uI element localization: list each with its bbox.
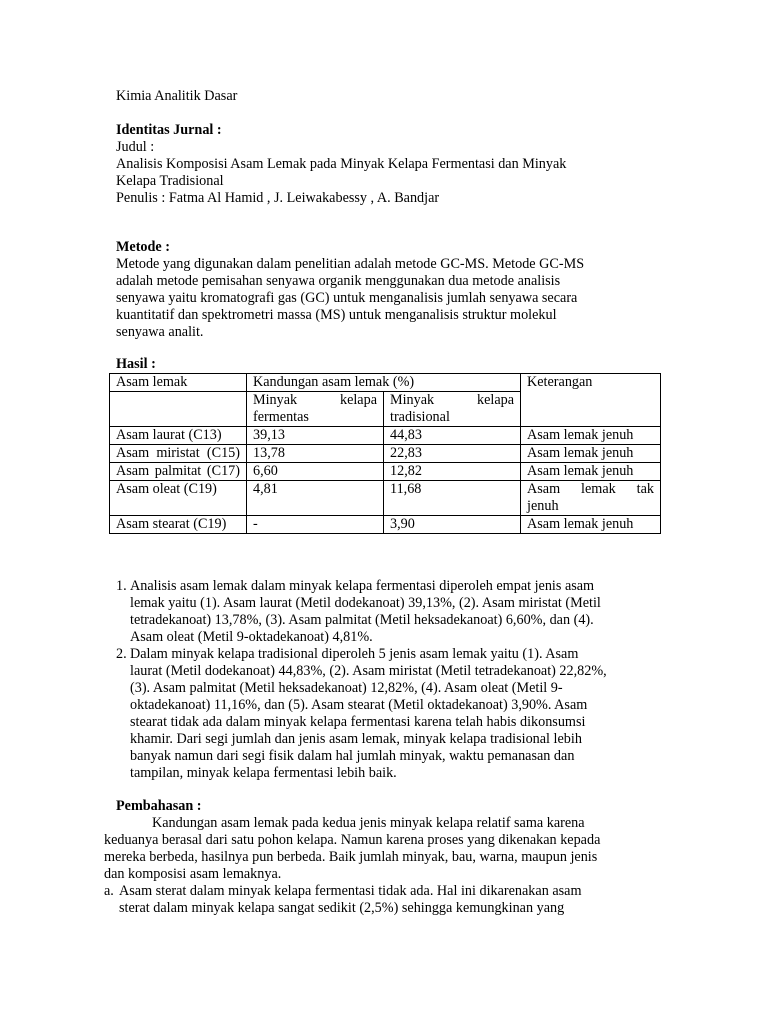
list-line: tetradekanoat) 13,78%, (3). Asam palmitat (Metil heksadekanoat) 6,60%, dan (4). — [130, 612, 594, 628]
identitas-section — [116, 122, 656, 207]
table-row — [110, 463, 661, 481]
list-line: oktadekanoat) 11,16%, dan (5). Asam stearat (Metil oktadekanoat) 3,90%. Asam — [130, 697, 588, 713]
cell-tradisional: 3,90 — [384, 516, 521, 534]
item-a-label: a. — [104, 883, 114, 899]
list-number: 2. — [116, 646, 127, 662]
cell-keterangan: Asam lemak jenuh — [521, 427, 661, 445]
identitas-heading: Identitas Jurnal : — [116, 122, 222, 138]
judul-label: Judul : — [116, 139, 155, 155]
item-a-line: sterat dalam minyak kelapa sangat sedikit (2,5%) sehingga kemungkinan yang — [119, 900, 565, 916]
results-list — [116, 578, 656, 782]
cell-fermentasi: 4,81 — [247, 481, 384, 516]
table-row — [110, 427, 661, 445]
item-a-line: Asam sterat dalam minyak kelapa fermentasi tidak ada. Hal ini dikarenakan asam — [119, 883, 582, 899]
metode-line: Metode yang digunakan dalam penelitian adalah metode GC-MS. Metode GC-MS — [116, 256, 585, 272]
cell-asam: Asam oleat (C19) — [110, 481, 247, 516]
cell-tradisional: 22,83 — [384, 445, 521, 463]
cell-fermentasi: 6,60 — [247, 463, 384, 481]
cell-fermentasi: - — [247, 516, 384, 534]
metode-line: adalah metode pemisahan senyawa organik menggunakan dua metode analisis — [116, 273, 561, 289]
table-header-row — [110, 374, 661, 392]
table-row — [110, 445, 661, 463]
cell-asam: Asam laurat (C13) — [110, 427, 247, 445]
list-line: Analisis asam lemak dalam minyak kelapa fermentasi diperoleh empat jenis asam — [130, 578, 595, 594]
metode-line: senyawa analit. — [116, 324, 204, 340]
cell-asam: Asam palmitat (C17) — [110, 463, 247, 481]
cell-fermentasi: 39,13 — [247, 427, 384, 445]
pembahasan-line: mereka berbeda, hasilnya pun berbeda. Baik jumlah minyak, bau, warna, maupun jenis — [104, 849, 598, 865]
judul-line-2: Kelapa Tradisional — [116, 173, 224, 189]
header-empty — [110, 392, 247, 427]
pembahasan-item-a — [104, 883, 660, 917]
pembahasan-line: dan komposisi asam lemaknya. — [104, 866, 282, 882]
header-keterangan: Keterangan — [521, 374, 661, 427]
list-line: khamir. Dari segi jumlah dan jenis asam lemak, minyak kelapa tradisional lebih — [130, 731, 582, 747]
hasil-table — [109, 373, 661, 534]
cell-tradisional: 11,68 — [384, 481, 521, 516]
cell-tradisional: 12,82 — [384, 463, 521, 481]
list-line: Dalam minyak kelapa tradisional diperoleh 5 jenis asam lemak yaitu (1). Asam — [130, 646, 579, 662]
cell-keterangan: Asam lemak jenuh — [521, 463, 661, 481]
list-line: stearat tidak ada dalam minyak kelapa fermentasi karena telah habis dikonsumsi — [130, 714, 586, 730]
cell-keterangan: Asam lemak jenuh — [521, 445, 661, 463]
list-item — [116, 646, 656, 782]
header-fermentasi: Minyak kelapa fermentas — [247, 392, 384, 427]
hasil-heading: Hasil : — [116, 356, 156, 372]
header-tradisional: Minyak kelapa tradisional — [384, 392, 521, 427]
cell-asam: Asam stearat (C19) — [110, 516, 247, 534]
penulis: Penulis : Fatma Al Hamid , J. Leiwakabessy , A. Bandjar — [116, 190, 440, 206]
list-number: 1. — [116, 578, 127, 594]
cell-asam: Asam miristat (C15) — [110, 445, 247, 463]
list-line: tampilan, minyak kelapa fermentasi lebih baik. — [130, 765, 397, 781]
metode-line: kuantitatif dan spektrometri massa (MS) untuk menganalisis struktur molekul — [116, 307, 557, 323]
pembahasan-line: Kandungan asam lemak pada kedua jenis minyak kelapa relatif sama karena — [152, 815, 585, 831]
list-item — [116, 578, 656, 646]
metode-heading: Metode : — [116, 239, 170, 255]
cell-tradisional: 44,83 — [384, 427, 521, 445]
metode-section — [116, 239, 656, 341]
list-line: Asam oleat (Metil 9-oktadekanoat) 4,81%. — [130, 629, 373, 645]
cell-keterangan: Asam lemak tak jenuh — [521, 481, 661, 516]
cell-keterangan: Asam lemak jenuh — [521, 516, 661, 534]
pembahasan-body — [104, 815, 660, 917]
header-asam-lemak: Asam lemak — [110, 374, 247, 392]
list-line: laurat (Metil dodekanoat) 44,83%, (2). Asam miristat (Metil tetradekanoat) 22,82%, — [130, 663, 607, 679]
list-line: (3). Asam palmitat (Metil heksadekanoat) 12,82%, (4). Asam oleat (Metil 9- — [130, 680, 563, 696]
table-row — [110, 481, 661, 516]
cell-fermentasi: 13,78 — [247, 445, 384, 463]
list-line: lemak yaitu (1). Asam laurat (Metil dodekanoat) 39,13%, (2). Asam miristat (Metil — [130, 595, 601, 611]
metode-line: senyawa yaitu kromatografi gas (GC) untuk menganalisis jumlah senyawa secara — [116, 290, 578, 306]
pembahasan-heading: Pembahasan : — [116, 798, 202, 814]
header-kandungan: Kandungan asam lemak (%) — [247, 374, 521, 392]
list-line: banyak namun dari segi fisik dalam hal jumlah minyak, waktu pemanasan dan — [130, 748, 575, 764]
judul-line-1: Analisis Komposisi Asam Lemak pada Minyak Kelapa Fermentasi dan Minyak — [116, 156, 567, 172]
course-title: Kimia Analitik Dasar — [116, 88, 238, 104]
table-row — [110, 516, 661, 534]
pembahasan-line: keduanya berasal dari satu pohon kelapa. Namun karena proses yang dikenakan kepada — [104, 832, 601, 848]
